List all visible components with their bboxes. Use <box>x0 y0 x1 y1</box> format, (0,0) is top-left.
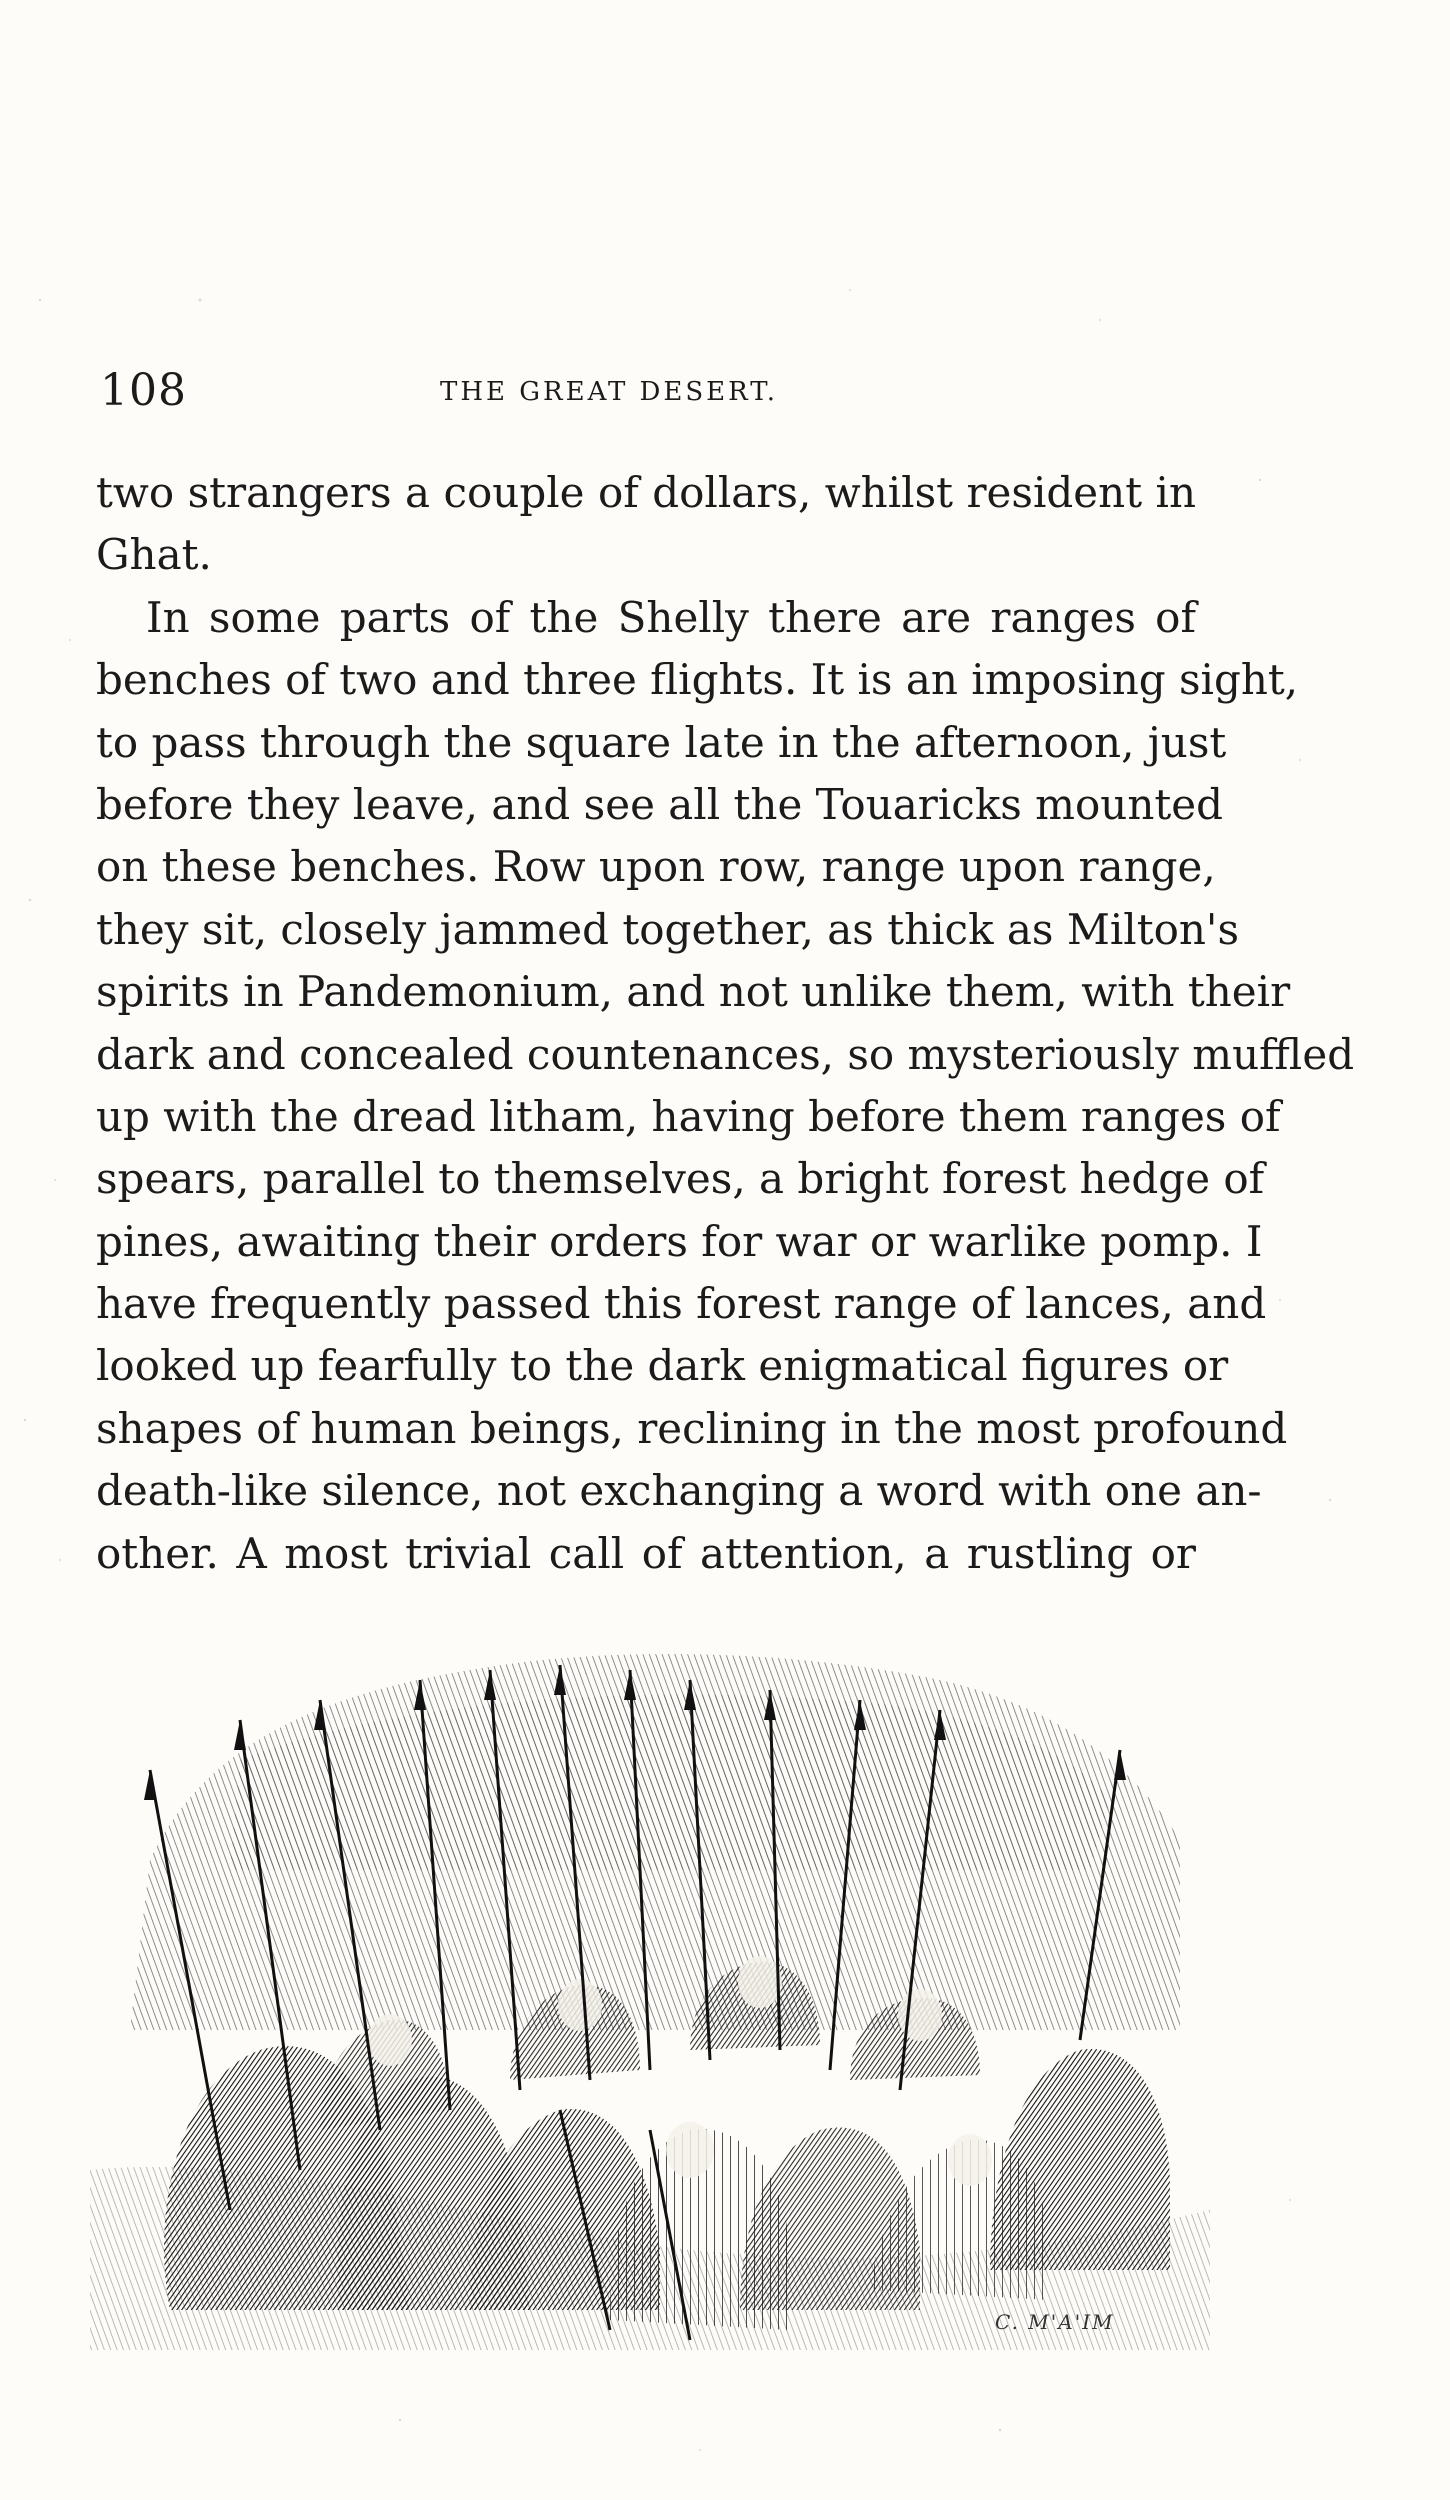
text-line: before they leave, and see all the Touaricks mounted <box>96 779 1224 829</box>
text-line: up with the dread litham, having before them ranges of <box>96 1091 1281 1141</box>
text-line: Ghat. <box>96 530 212 580</box>
text-line: dark and concealed countenances, so mysteriously muffled <box>96 1029 1355 1079</box>
text-line: pines, awaiting their orders for war or warlike pomp. I <box>96 1216 1263 1266</box>
running-title: THE GREAT DESERT. <box>440 377 779 407</box>
text-line: two strangers a couple of dollars, whilst resident in <box>96 468 1196 517</box>
text-line: spirits in Pandemonium, and not unlike them, with their <box>96 967 1291 1017</box>
text-line: spears, parallel to themselves, a bright forest hedge of <box>96 1154 1265 1204</box>
body-text <box>96 462 1355 1585</box>
running-head <box>100 365 1200 425</box>
text-line: other. A most trivial call of attention, a rustling or <box>96 1528 1196 1578</box>
text-line: have frequently passed this forest range of lances, and <box>96 1279 1267 1329</box>
text-line: they sit, closely jammed together, as thick as Milton's <box>96 904 1240 954</box>
text-line: on these benches. Row upon row, range upon range, <box>96 842 1216 892</box>
text-line: to pass through the square late in the afternoon, just <box>96 717 1227 767</box>
text-line: In some parts of the Shelly there are ranges of <box>146 592 1196 642</box>
text-line: benches of two and three flights. It is an imposing sight, <box>96 655 1299 705</box>
page-number: 108 <box>100 365 187 416</box>
engraver-signature: C. M'A'IM <box>995 2310 1115 2334</box>
text-line: death-like silence, not exchanging a word with one an- <box>96 1466 1262 1516</box>
engraving-art <box>90 1610 1210 2350</box>
text-line: shapes of human beings, reclining in the most profound <box>96 1403 1288 1453</box>
text-line: looked up fearfully to the dark enigmatical figures or <box>96 1341 1229 1391</box>
engraving-illustration <box>90 1610 1210 2350</box>
